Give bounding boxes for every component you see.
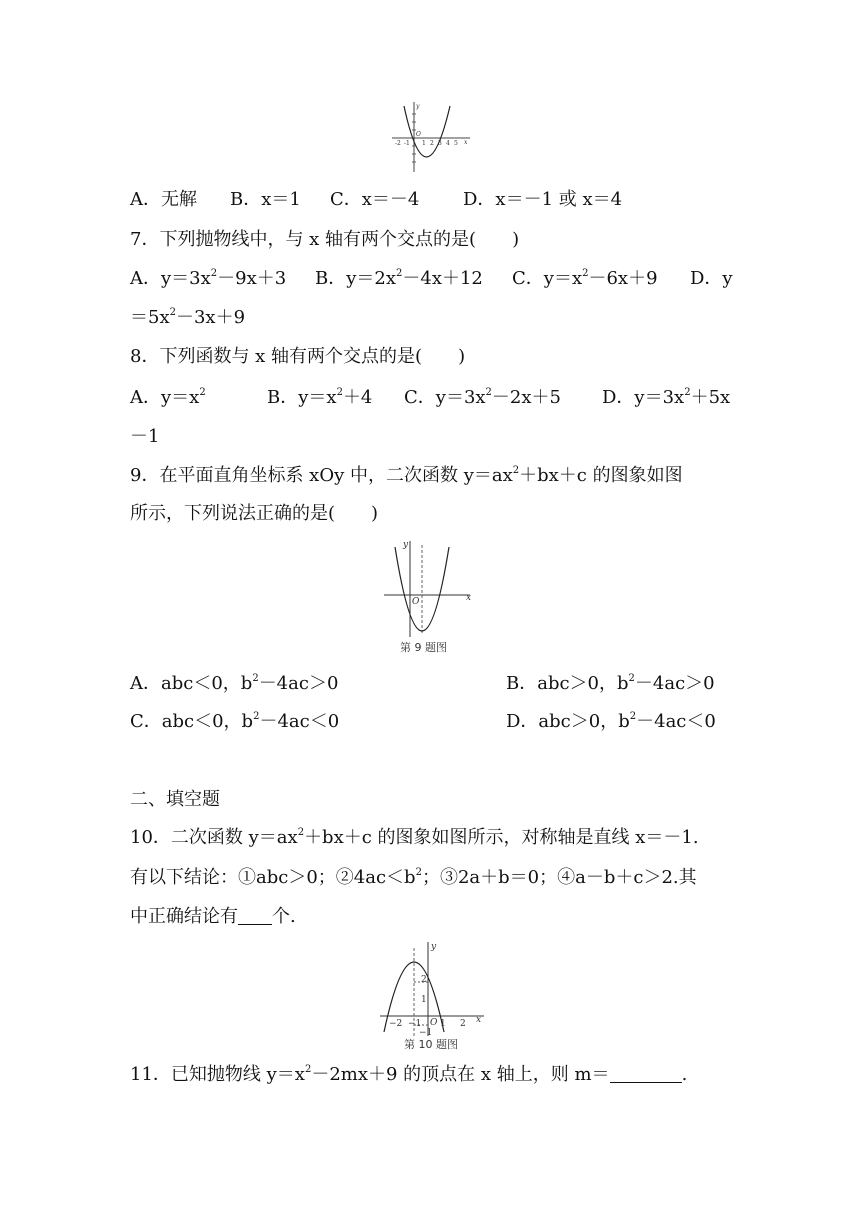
q9-option-a[interactable]: A．abc＜0，$b^2-4ac>0$: [130, 673, 339, 694]
q7-option-d[interactable]: D．y: [690, 268, 733, 289]
x-label: x: [466, 593, 472, 603]
q11-line: 11．已知抛物线 $y=x^2-2mx+9$ 的顶点在 x 轴上，则 m＝ .: [130, 1064, 688, 1085]
x-label: x: [476, 1015, 482, 1025]
origin-label: O: [416, 131, 421, 138]
q10-line3: 中正确结论有 个.: [130, 906, 296, 927]
origin-label: O: [430, 1018, 438, 1028]
q6-option-b[interactable]: B．x＝1: [230, 189, 301, 210]
q10-answer-blank[interactable]: [238, 906, 272, 925]
q9-option-d[interactable]: D．abc＞0，$b^2-4ac<0$: [506, 711, 716, 732]
q7-option-a[interactable]: A．$y=3x^2-9x+3$: [130, 268, 287, 289]
q6-option-c[interactable]: C．x＝－4: [330, 189, 420, 210]
q6-option-d[interactable]: D．x＝－1 或 x＝4: [463, 189, 623, 210]
q8-options: [130, 386, 730, 410]
tick-label: 3: [438, 140, 442, 147]
q11-answer-blank[interactable]: [610, 1064, 682, 1083]
q7-options: [130, 267, 733, 291]
tick-label: −2: [389, 1019, 403, 1029]
q7-stem: 7．下列抛物线中，与 x 轴有两个交点的是( ): [130, 229, 520, 250]
q9-options-row2: [130, 710, 716, 734]
tick-label: 5: [454, 140, 458, 147]
q9-option-c[interactable]: C．abc＜0，$b^2-4ac<0$: [130, 711, 340, 732]
q9-option-b[interactable]: B．abc＞0，$b^2-4ac>0$: [506, 673, 715, 694]
q10-caption: 第 10 题图: [404, 1038, 458, 1050]
section-title: 二、填空题: [130, 789, 220, 810]
x-label: x: [464, 139, 468, 146]
q10-line1: 10．二次函数 $y=ax^2+bx+c$ 的图象如图所示，对称轴是直线 x＝－1.: [130, 827, 699, 848]
q10-graph: [376, 938, 488, 1050]
q10-line2: 有以下结论：①abc＞0；$②4ac<b^2$；③2a＋b＝0；④a－b＋c＞2.其: [130, 867, 697, 888]
q9-caption: 第 9 题图: [400, 641, 447, 654]
q8-option-a[interactable]: A．$y=x^2$: [130, 387, 206, 408]
tick-label: 1: [422, 140, 426, 147]
q9-graph: [380, 537, 480, 657]
tick-label: 2: [421, 975, 427, 985]
q8-stem: 8．下列函数与 x 轴有两个交点的是( ): [130, 346, 466, 367]
tick-label: −1: [408, 1019, 422, 1029]
q6-options: [130, 188, 622, 212]
tick-label: −1: [419, 1028, 433, 1038]
q8-option-d[interactable]: D．$y=3x^2+5x$: [602, 387, 731, 408]
tick-label: 4: [446, 140, 450, 147]
q9-options-row1: [130, 672, 715, 696]
parabola: [395, 547, 449, 631]
y-label: y: [431, 942, 437, 952]
tick-label: 1: [421, 995, 427, 1005]
q9-stem-line2: 所示，下列说法正确的是( ): [130, 503, 379, 524]
tick-label: 1: [440, 1019, 446, 1029]
q7-option-d-cont: $=5x^2-3x+9$: [130, 307, 246, 328]
origin-label: O: [412, 597, 420, 607]
y-label: y: [416, 103, 420, 110]
tick-label: 2: [430, 140, 434, 147]
tick-label: -2: [395, 140, 401, 147]
q7-option-c[interactable]: C．$y=x^2-6x+9$: [512, 268, 658, 289]
q7-option-b[interactable]: B．$y=2x^2-4x+12$: [315, 268, 483, 289]
q8-option-b[interactable]: B．$y=x^2+4$: [267, 387, 373, 408]
q6-option-a[interactable]: A．无解: [130, 189, 197, 210]
y-label: y: [403, 540, 409, 550]
q8-option-d-cont: －1: [130, 426, 160, 447]
q8-option-c[interactable]: C．$y=3x^2-2x+5$: [404, 387, 561, 408]
q6-graph: [388, 100, 474, 175]
q9-stem-line1: 9．在平面直角坐标系 xOy 中，二次函数 $y=ax^2+bx+c$ 的图象如图: [130, 465, 683, 486]
tick-label: -1: [404, 140, 410, 147]
parabola: [404, 106, 450, 157]
tick-label: 2: [460, 1019, 466, 1029]
